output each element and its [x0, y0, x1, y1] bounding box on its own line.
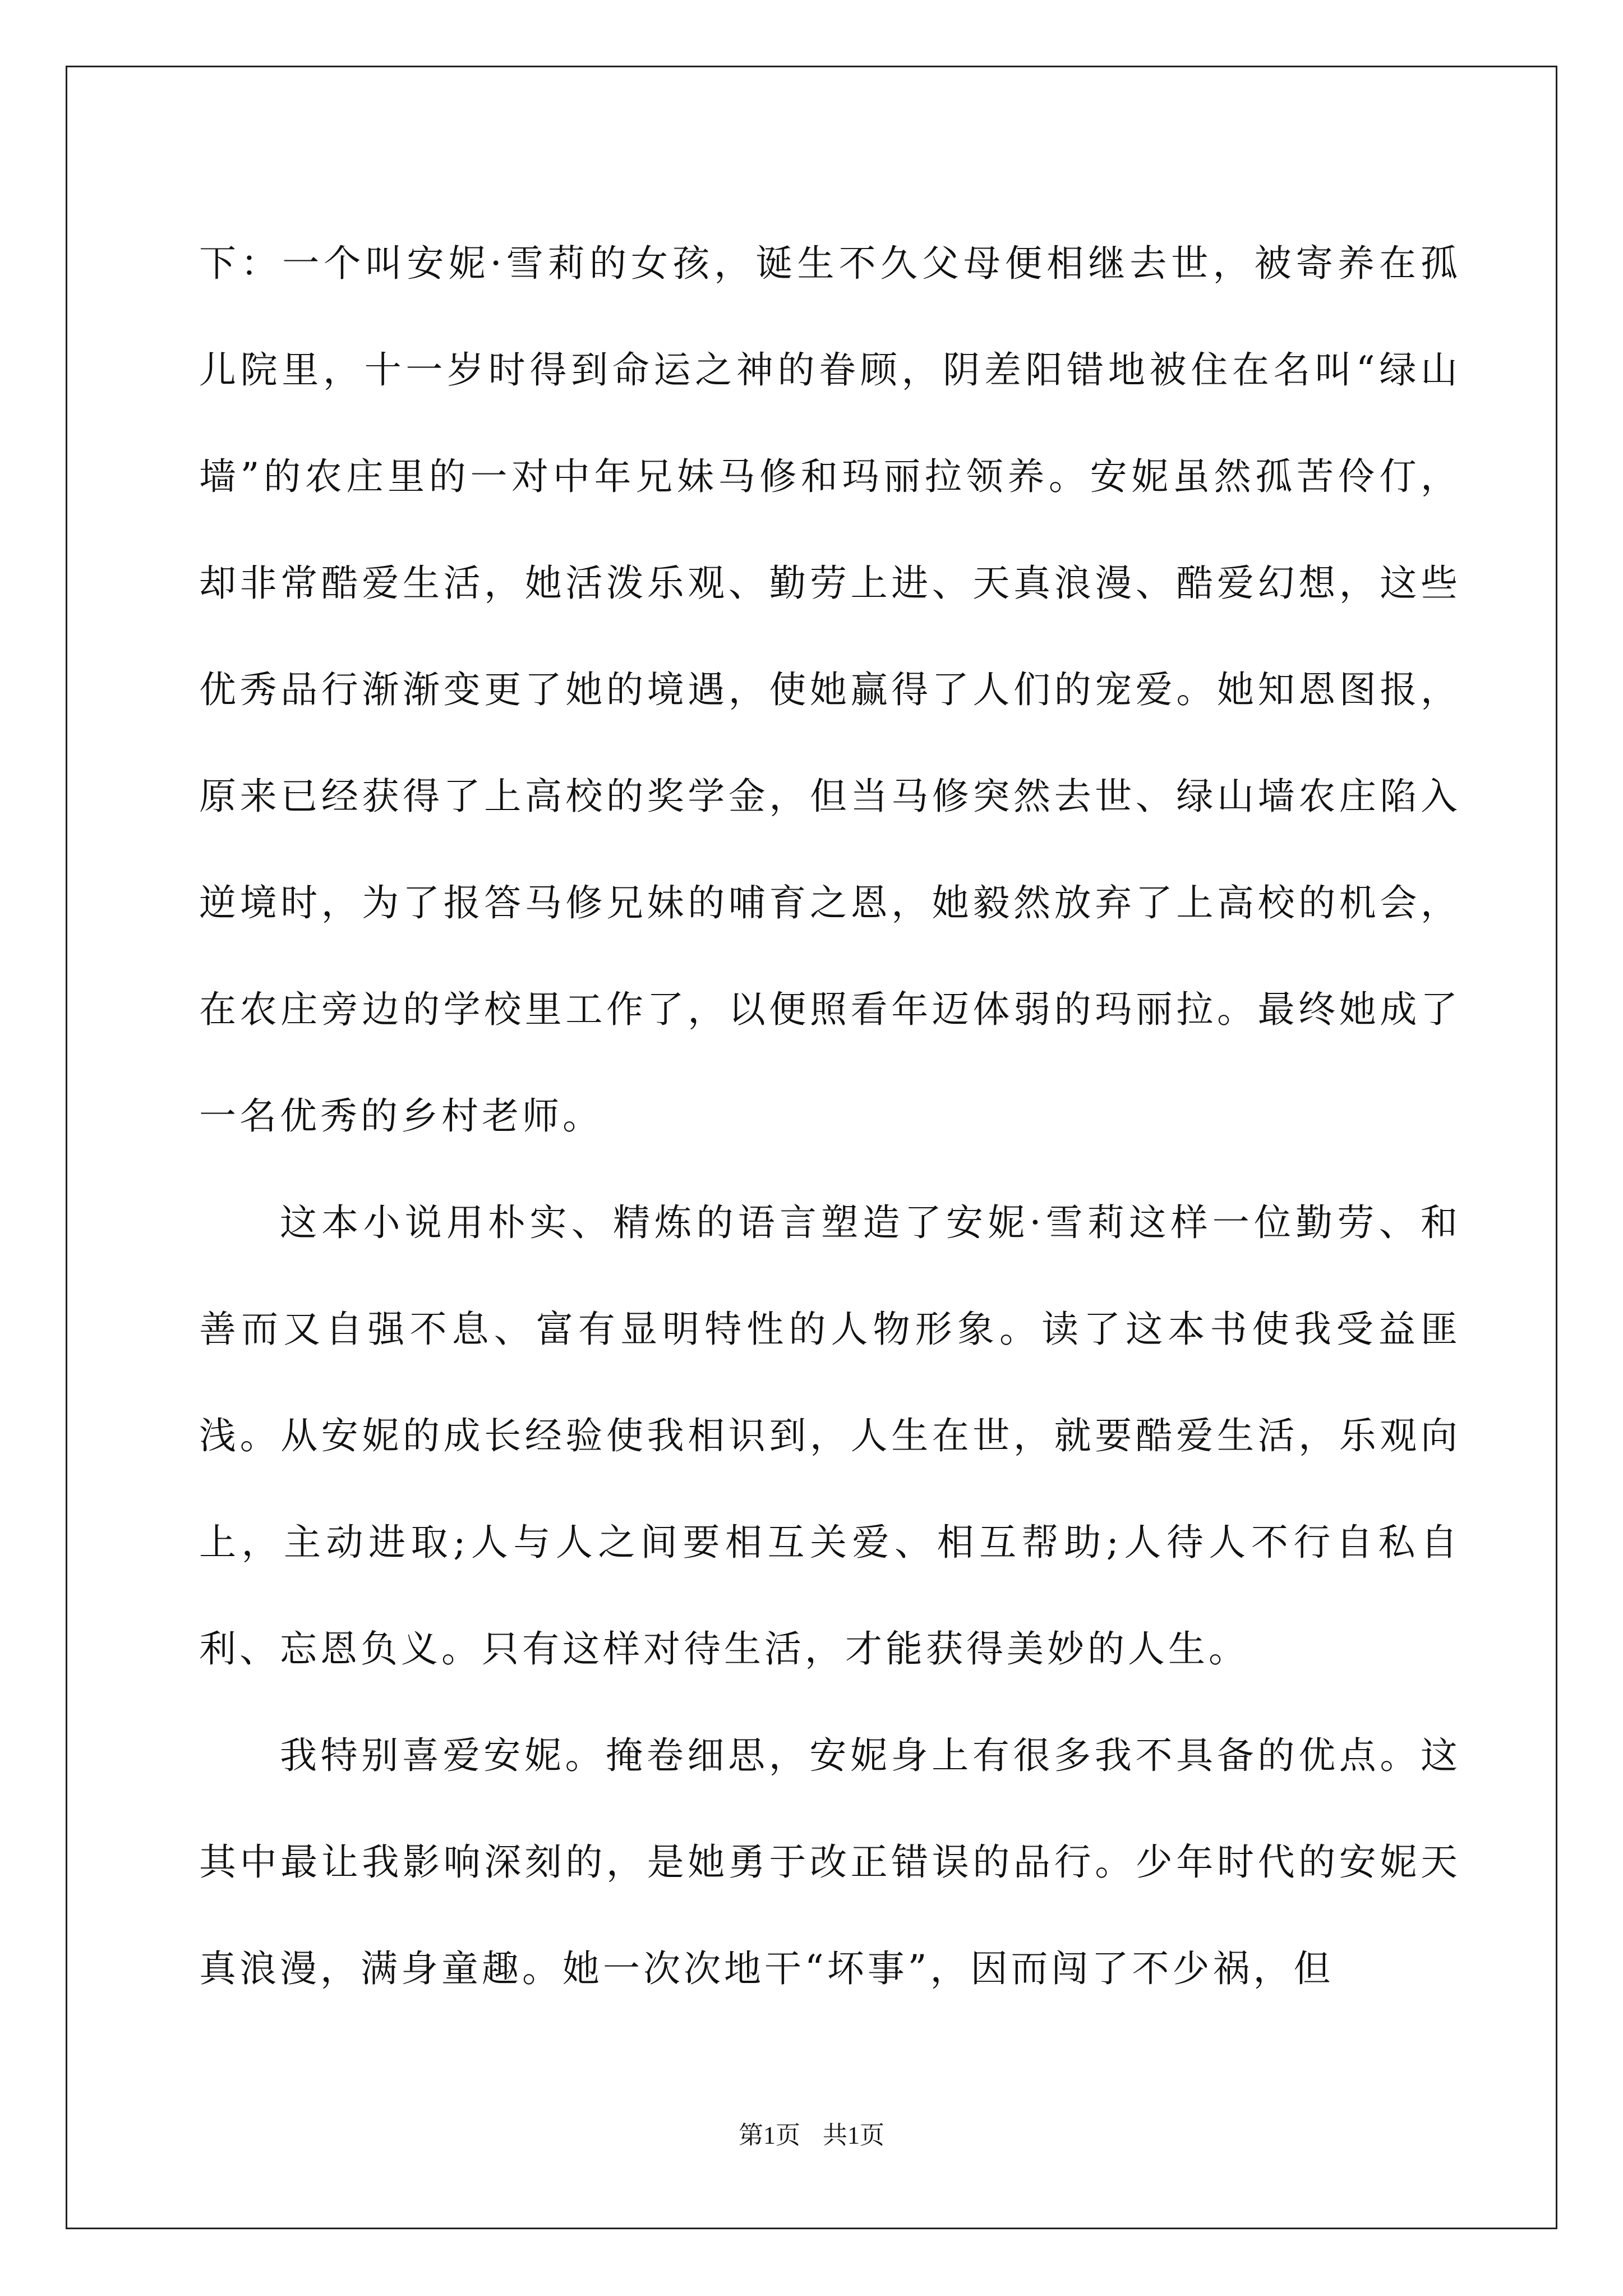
paragraph-1: 下：一个叫安妮·雪莉的女孩，诞生不久父母便相继去世，被寄养在孤儿院里，十一岁时得到命运之神的眷顾，阴差阳错地被住在名叫“绿山墙”的农庄里的一对中年兄妹马修和玛丽拉领养。安妮虽然孤苦伶仃，却非常酷爱生活，她活泼乐观、勤劳上进、天真浪漫、酷爱幻想，这些优秀品行渐渐变更了她的境遇，使她赢得了人们的宠爱。她知恩图报，原来已经获得了上高校的奖学金，但当马修突然去世、绿山墙农庄陷入逆境时，为了报答马修兄妹的哺育之恩，她毅然放弃了上高校的机会，在农庄旁边的学校里工作了，以便照看年迈体弱的玛丽拉。最终她成了一名优秀的乡村老师。: [199, 242, 1461, 1138]
document-body: [199, 210, 1461, 2022]
page-number: 第1页: [739, 2122, 800, 2149]
page-footer: [0, 2115, 1623, 2151]
page-total: 共1页: [823, 2122, 884, 2149]
paragraph-3: 我特别喜爱安妮。掩卷细思，安妮身上有很多我不具备的优点。这其中最让我影响深刻的，是她勇于改正错误的品行。少年时代的安妮天真浪漫，满身童趣。她一次次地干“坏事”，因而闯了不少祸，但: [199, 1734, 1461, 1990]
paragraph-2: 这本小说用朴实、精炼的语言塑造了安妮·雪莉这样一位勤劳、和善而又自强不息、富有显明特性的人物形象。读了这本书使我受益匪浅。从安妮的成长经验使我相识到，人生在世，就要酷爱生活，乐观向上，主动进取;人与人之间要相互关爱、相互帮助;人待人不行自私自利、忘恩负义。只有这样对待生活，才能获得美妙的人生。: [199, 1201, 1461, 1671]
